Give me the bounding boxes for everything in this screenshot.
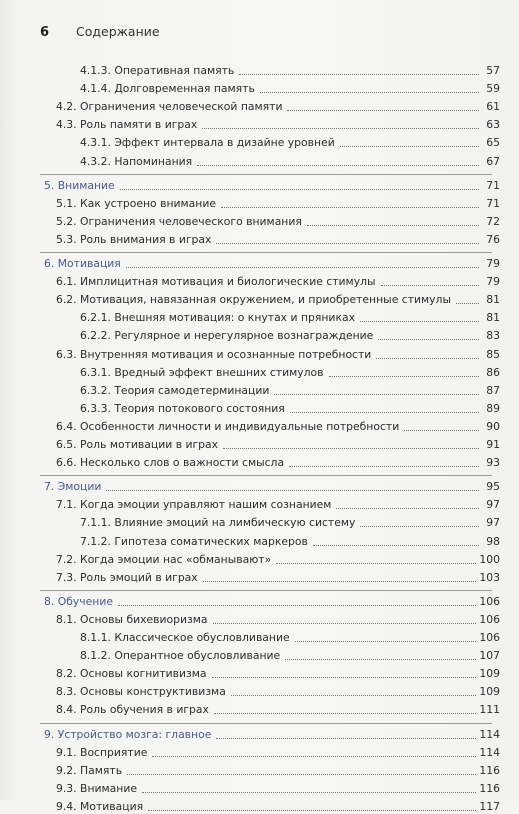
toc-entry[interactable]	[56, 665, 500, 681]
toc-entry-page: 81	[486, 293, 500, 307]
toc-entry-title: 8.4. Роль обучения в играх	[56, 703, 209, 717]
dot-leader	[126, 267, 479, 268]
toc-entry-title: 4.3. Роль памяти в играх	[56, 118, 198, 132]
page-header	[40, 24, 160, 44]
toc-entry-title: 6.6. Несколько слов о важности смысла	[56, 456, 285, 470]
toc-entry[interactable]	[80, 400, 500, 416]
toc-entry-page: 93	[486, 456, 500, 470]
dot-leader	[329, 376, 480, 377]
toc-entry-page: 76	[486, 232, 500, 246]
toc-entry-title: 6.3.2. Теория самодетерминации	[80, 383, 270, 397]
toc-entry-title: 7.3. Роль эмоций в играх	[56, 570, 198, 584]
toc-entry-page: 91	[486, 438, 500, 451]
toc-entry-page: 85	[486, 347, 500, 361]
toc-entry[interactable]	[56, 98, 500, 114]
toc-entry-page: 79	[486, 257, 500, 270]
toc-entry[interactable]	[56, 551, 500, 567]
dot-leader	[231, 695, 477, 696]
toc-entry-page: 114	[479, 745, 500, 759]
toc-entry[interactable]	[56, 611, 500, 627]
dot-leader	[216, 243, 479, 244]
toc-entry-page: 106	[479, 594, 500, 608]
toc-entry-page: 106	[479, 631, 500, 644]
toc-entry[interactable]	[80, 382, 500, 398]
dot-leader	[456, 303, 479, 304]
toc-entry-page: 83	[486, 329, 500, 343]
toc-entry-title: 7. Эмоции	[44, 480, 102, 494]
toc-entry-page: 57	[486, 64, 500, 77]
dot-leader	[290, 412, 479, 413]
dot-leader	[212, 677, 477, 678]
toc-entry-title: 9. Устройство мозга: главное	[44, 727, 212, 741]
dot-leader	[276, 563, 476, 564]
dot-leader	[340, 146, 479, 147]
toc-entry[interactable]	[56, 346, 500, 362]
toc-entry[interactable]	[56, 780, 500, 796]
toc-entry[interactable]	[56, 418, 500, 434]
toc-entry[interactable]	[80, 647, 500, 663]
dot-leader	[307, 225, 479, 226]
toc-entry[interactable]	[56, 213, 500, 229]
toc-entry-title: 4.1.3. Оперативная память	[80, 64, 235, 77]
dot-leader	[213, 623, 477, 624]
toc-entry-title: 4.3.2. Напоминания	[80, 154, 193, 168]
toc-entry-page: 109	[479, 667, 500, 681]
toc-entry-page: 107	[479, 649, 500, 663]
toc-entry-title: 8.1.2. Оперантное обусловливание	[80, 649, 281, 663]
toc-entry-page: 72	[486, 214, 500, 228]
toc-entry-page: 103	[479, 570, 500, 584]
toc-entry-page: 81	[486, 311, 500, 325]
toc-entry-title: 4.1.4. Долговременная память	[80, 82, 255, 96]
toc-entry-title: 6.5. Роль мотивации в играх	[56, 438, 219, 451]
dot-leader	[260, 92, 479, 93]
toc-entry-page: 95	[486, 480, 500, 494]
toc-entry-title: 9.1. Восприятие	[56, 745, 148, 759]
toc-entry-page: 63	[486, 118, 500, 132]
page-title: Содержание	[76, 24, 160, 39]
toc-entry-title: 7.1.1. Влияние эмоций на лимбическую систему	[80, 516, 356, 530]
toc-entry[interactable]	[56, 701, 500, 717]
toc-entry-title: 7.1. Когда эмоции управляют нашим сознанием	[56, 498, 332, 512]
toc-entry-title: 6. Мотивация	[44, 257, 121, 270]
toc-entry[interactable]	[80, 533, 500, 549]
toc-entry[interactable]	[56, 569, 500, 585]
dot-leader	[239, 74, 479, 75]
toc-entry-title: 5.2. Ограничения человеческого внимания	[56, 214, 302, 228]
toc-entry-page: 86	[486, 365, 500, 379]
toc-entry[interactable]	[56, 683, 500, 699]
toc-entry-title: 6.1. Имплицитная мотивация и биологические стимулы	[56, 275, 376, 289]
dot-leader	[285, 659, 476, 660]
toc-entry-title: 9.2. Память	[56, 763, 123, 777]
toc-entry-title: 4.2. Ограничения человеческой памяти	[56, 100, 283, 114]
toc-entry-title: 7.1.2. Гипотеза соматических маркеров	[80, 534, 308, 548]
toc-entry-title: 8.1. Основы бихевиоризма	[56, 612, 208, 626]
toc-chapter-entry[interactable]	[44, 726, 500, 742]
chapter-divider	[40, 174, 492, 175]
toc-entry-page: 89	[486, 401, 500, 415]
toc-entry-page: 117	[479, 799, 500, 813]
dot-leader	[127, 774, 476, 775]
toc-entry[interactable]	[80, 62, 500, 78]
toc-entry-page: 87	[486, 383, 500, 397]
toc-entry[interactable]	[80, 134, 500, 150]
toc-entry[interactable]	[80, 327, 500, 343]
toc-entry[interactable]	[56, 273, 500, 289]
toc-entry-page: 71	[486, 178, 500, 192]
page-number: 6	[40, 25, 50, 40]
toc-entry-page: 97	[486, 498, 500, 512]
toc-entry-title: 6.3.3. Теория потокового состояния	[80, 401, 285, 415]
toc-entry-title: 6.2.1. Внешняя мотивация: о кнутах и пряниках	[80, 311, 355, 325]
toc-entry[interactable]	[80, 309, 500, 325]
toc-entry[interactable]	[80, 364, 500, 380]
toc-entry[interactable]	[80, 514, 500, 530]
toc-entry-title: 5.3. Роль внимания в играх	[56, 232, 212, 246]
dot-leader	[295, 641, 477, 642]
dot-leader	[148, 810, 476, 811]
toc-entry-page: 98	[486, 534, 500, 548]
toc-entry[interactable]	[56, 116, 500, 132]
toc-entry-title: 6.3. Внутренняя мотивация и осознанные потребности	[56, 347, 372, 361]
dot-leader	[142, 792, 476, 793]
dot-leader	[360, 526, 479, 527]
dot-leader	[120, 189, 479, 190]
toc-entry-title: 7.2. Когда эмоции нас «обманывают»	[56, 552, 272, 566]
dot-leader	[118, 605, 476, 606]
dot-leader	[216, 738, 476, 739]
dot-leader	[214, 713, 477, 714]
chapter-divider	[40, 475, 492, 476]
toc-entry-title: 8.3. Основы конструктивизма	[56, 685, 226, 699]
toc-entry[interactable]	[56, 798, 500, 814]
dot-leader	[313, 545, 479, 546]
dot-leader	[202, 128, 479, 129]
toc-entry-page: 116	[479, 781, 500, 795]
dot-leader	[336, 508, 479, 509]
toc-entry-title: 8.2. Основы когнитивизма	[56, 667, 207, 681]
toc-entry-title: 9.3. Внимание	[56, 781, 137, 795]
dot-leader	[404, 430, 479, 431]
dot-leader	[381, 285, 479, 286]
toc-entry-page: 61	[486, 100, 500, 114]
chapter-divider	[40, 723, 492, 724]
toc-entry-title: 8.1.1. Классическое обусловливание	[80, 631, 290, 644]
toc-entry-page: 79	[486, 275, 500, 289]
toc-entry-title: 5. Внимание	[44, 178, 115, 192]
toc-entry-title: 6.3.1. Вредный эффект внешних стимулов	[80, 365, 324, 379]
toc-entry-page: 90	[486, 419, 500, 433]
toc-entry-title: 6.2.2. Регулярное и нерегулярное вознаграждение	[80, 329, 374, 343]
toc-entry-title: 5.1. Как устроено внимание	[56, 196, 217, 210]
toc-entry-title: 4.3.1. Эффект интервала в дизайне уровней	[80, 136, 335, 150]
toc-chapter-entry[interactable]	[44, 177, 500, 193]
dot-leader	[360, 321, 479, 322]
toc-entry-page: 100	[479, 552, 500, 566]
toc-entry[interactable]	[56, 231, 500, 247]
toc-entry[interactable]	[56, 291, 500, 307]
chapter-divider	[40, 590, 492, 591]
dot-leader	[289, 466, 479, 467]
toc-chapter-entry[interactable]	[44, 255, 500, 271]
dot-leader	[287, 110, 479, 111]
toc-entry-page: 116	[479, 763, 500, 777]
toc-entry-title: 6.2. Мотивация, навязанная окружением, и приобретенные стимулы	[56, 293, 451, 307]
toc-entry-page: 111	[479, 703, 500, 717]
toc-entry-title: 8. Обучение	[44, 594, 114, 608]
chapter-divider	[40, 252, 492, 253]
toc-chapter-entry[interactable]	[44, 478, 500, 494]
toc-entry[interactable]	[56, 195, 500, 211]
toc-entry-page: 67	[486, 154, 500, 168]
dot-leader	[106, 490, 479, 491]
toc-entry[interactable]	[56, 496, 500, 512]
toc-entry-title: 6.4. Особенности личности и индивидуальные потребности	[56, 419, 400, 433]
dot-leader	[203, 581, 477, 582]
toc-entry-page: 59	[486, 82, 500, 96]
toc-entry-title: 9.4. Мотивация	[56, 799, 144, 813]
toc-entry-page: 114	[479, 727, 500, 741]
dot-leader	[221, 207, 479, 208]
dot-leader	[376, 358, 479, 359]
toc-entry-page: 106	[479, 612, 500, 626]
toc-entry[interactable]	[56, 744, 500, 760]
toc-chapter-entry[interactable]	[44, 593, 500, 609]
toc-entry-page: 97	[486, 516, 500, 530]
dot-leader	[223, 448, 479, 449]
toc-entry[interactable]	[56, 762, 500, 778]
toc-entry-page: 71	[486, 196, 500, 210]
toc-entry[interactable]	[56, 454, 500, 470]
dot-leader	[378, 339, 479, 340]
toc-entry[interactable]	[80, 80, 500, 96]
toc-entry[interactable]	[56, 436, 500, 452]
toc-entry[interactable]	[80, 153, 500, 169]
toc-entry-page: 65	[486, 136, 500, 150]
dot-leader	[197, 165, 479, 166]
dot-leader	[152, 756, 476, 757]
toc-entry[interactable]	[80, 629, 500, 645]
toc-entry-page: 109	[479, 685, 500, 699]
dot-leader	[274, 394, 479, 395]
